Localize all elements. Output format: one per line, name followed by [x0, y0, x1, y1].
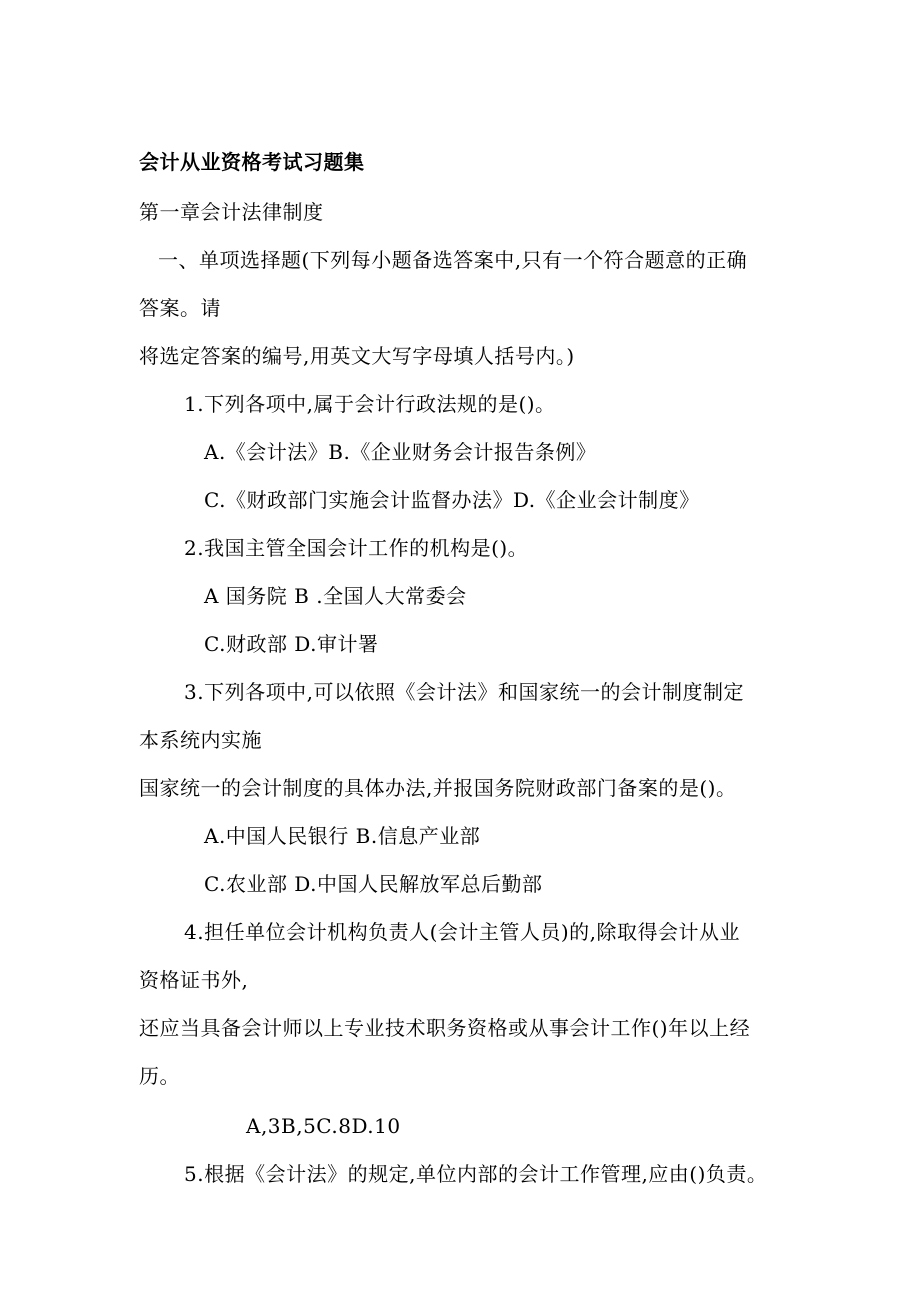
chapter-heading: 第一章会计法律制度 [139, 200, 324, 224]
question-5-stem: 5.根据《会计法》的规定,单位内部的会计工作管理,应由()负责。 [184, 1162, 768, 1186]
question-3-option-line-2: C.农业部 D.中国人民解放军总后勤部 [204, 872, 543, 896]
section-intro-line-1: 一、单项选择题(下列每小题备选答案中,只有一个符合题意的正确 [158, 248, 748, 272]
question-4-stem-line-4: 历。 [139, 1064, 180, 1088]
question-2-option-line-1: A 国务院 B .全国人大常委会 [204, 584, 467, 608]
question-3-stem-line-2: 本系统内实施 [139, 728, 262, 752]
question-1-stem: 1.下列各项中,属于会计行政法规的是()。 [184, 392, 556, 416]
question-4-option-line-1: A,3B,5C.8D.10 [246, 1114, 401, 1138]
question-3-option-line-1: A.中国人民银行 B.信息产业部 [204, 824, 481, 848]
section-intro-line-2: 答案。请 [139, 296, 221, 320]
question-4-stem-line-1: 4.担任单位会计机构负责人(会计主管人员)的,除取得会计从业 [184, 920, 741, 944]
question-3-stem-line-3: 国家统一的会计制度的具体办法,并报国务院财政部门备案的是()。 [139, 776, 737, 800]
question-1-option-line-1: A.《会计法》B.《企业财务会计报告条例》 [204, 440, 597, 464]
question-4-stem-line-2: 资格证书外, [139, 968, 249, 992]
section-intro-line-3: 将选定答案的编号,用英文大写字母填人括号内。) [139, 344, 575, 368]
question-1-option-line-2: C.《财政部门实施会计监督办法》D.《企业会计制度》 [204, 488, 700, 512]
question-3-stem-line-1: 3.下列各项中,可以依照《会计法》和国家统一的会计制度制定 [184, 680, 744, 704]
document-title: 会计从业资格考试习题集 [139, 150, 365, 174]
question-2-option-line-2: C.财政部 D.审计署 [204, 632, 379, 656]
question-2-stem: 2.我国主管全国会计工作的机构是()。 [184, 536, 529, 560]
question-4-stem-line-3: 还应当具备会计师以上专业技术职务资格或从事会计工作()年以上经 [139, 1016, 751, 1040]
